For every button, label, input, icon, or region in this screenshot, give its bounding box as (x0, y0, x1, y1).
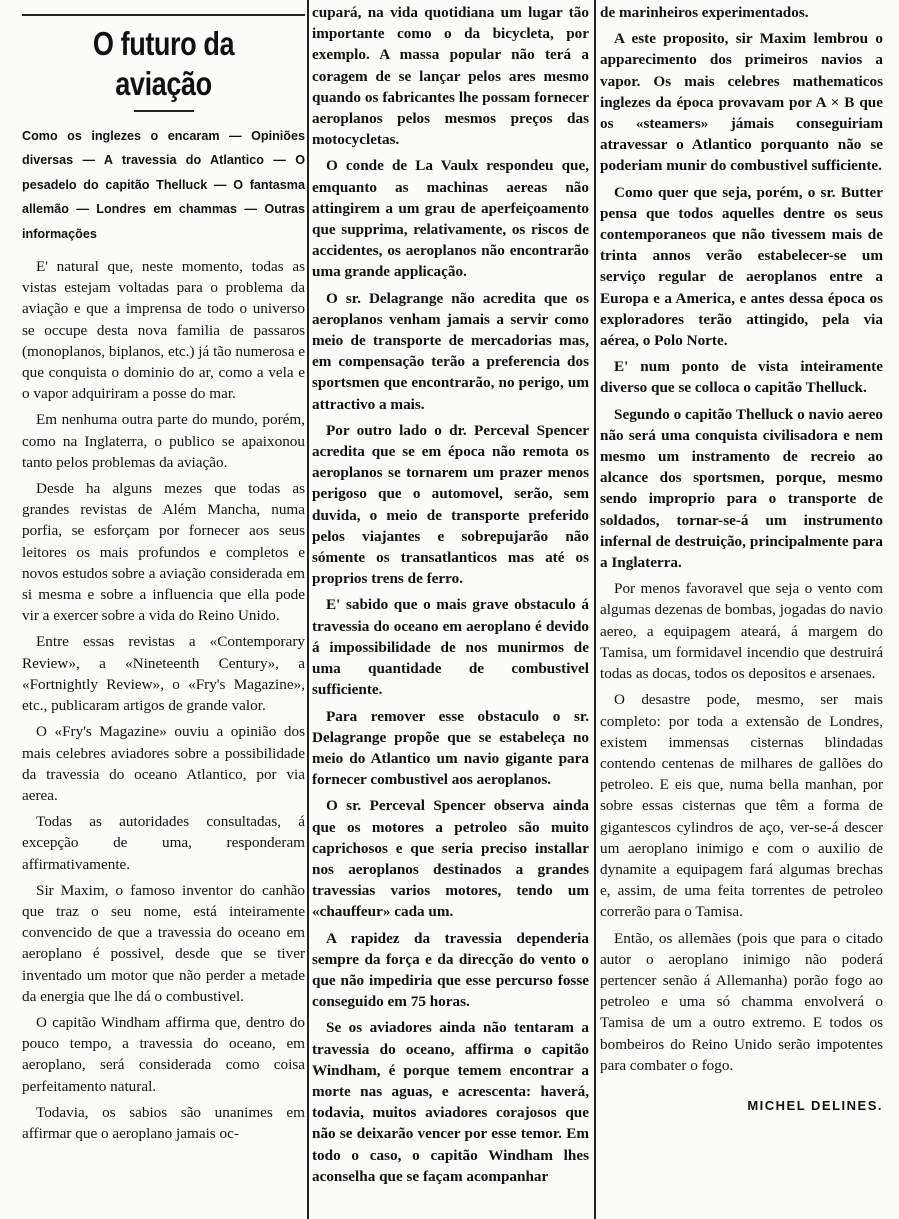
paragraph: de marinheiros experimentados. (600, 4, 809, 21)
paragraph: Sir Maxim, o famoso inventor do canhão que traz o seu nome, está inteiramente convencido de que a travessia do oceano em aeroplano é possivel, desde que se tiver inventado um motor que não perder a metade da energia que lhe dá o combustivel. (22, 881, 305, 1005)
paragraph: cupará, na vida quotidiana um lugar tão importante como o da bicycleta, por exemplo. A massa popular não terá a coragem de se lançar pelos ares mesmo quando os fabricantes lhe possam fornecer aeroplanos pelos mesmos preços das motocycletas. (312, 4, 589, 149)
column-rule (307, 0, 309, 1219)
paragraph: Por menos favoravel que seja o vento com algumas dezenas de bombas, jogadas do navio aereo, a equipagem ateará, á margem do Tamisa, um formidavel incendio que destruirá todas as docas, todos os depositos e arsenaes. (600, 580, 883, 683)
paragraph: Desde ha alguns mezes que todas as grandes revistas de Além Mancha, numa porfia, se esforçam por fornecer aos seus leitores os mais profundos e completos e novos estudos sobre a aviação considerada em si mesma e sobre a influencia que ella pode vir a exercer sobre a vida do Reino Unido. (22, 480, 305, 625)
paragraph: Em nenhuma outra parte do mundo, porém, como na Inglaterra, o publico se apaixonou tanto pelos problemas da aviação. (22, 411, 305, 471)
paragraph: Todas as autoridades consultadas, á excepção de uma, responderam affirmativamente. (22, 813, 305, 873)
paragraph: O sr. Perceval Spencer observa ainda que os motores a petroleo são muito caprichosos e que seria preciso installar nos aeroplanos destinados a grandes travessias varios motores, tendo um «chauffeur» cada um. (312, 797, 589, 921)
paragraph: Entre essas revistas a «Contemporary Review», a «Nineteenth Century», a «Fortnightly Review», o «Fry's Magazine», etc., publicaram artigos de grande valor. (22, 633, 305, 715)
paragraph: Então, os allemães (pois que para o citado autor o aeroplano inimigo não poderá pertencer senão á Allemanha) porão fogo ao petroleo e uma só chamma envolverá o Tamisa de um a outro extremo. E todos os bombeiros do Reino Unido serão impotentes para combater o fogo. (600, 929, 883, 1074)
headline-box (22, 14, 305, 246)
paragraph: Para remover esse obstaculo o sr. Delagrange propõe que se estabeleça no meio do Atlantico um navio gigante para fornecer combustivel aos aeroplanos. (312, 707, 589, 789)
paragraph: O desastre pode, mesmo, ser mais completo: por toda a extensão de Londres, existem immensas cisternas blindadas contendo centenas de milhares de gallões do petroleo. E eis que, numa bella manhan, por sobre essas cisternas que têm a forma de gigantescos cylindros de aço, ver-se-á descer um aeroplano inimigo e com o auxilio de dynamite a equipagem fará algumas brechas e, assim, de uma feita torrentes de petroleo correrão para o Tamisa. (600, 691, 883, 921)
column-2 (312, 2, 589, 1211)
paragraph: Como quer que seja, porém, o sr. Butter pensa que todos aquelles dentre os seus contemporaneos que não tivessem mais de trinta annos verão estabelecer-se um serviço regular de aeroplanos entre a Europa e a America, e antes dessa época os exploradores terão attingido, pela via aérea, o Polo Norte. (600, 183, 883, 350)
column-3 (600, 2, 883, 1211)
paragraph: O conde de La Vaulx respondeu que, emquanto as machinas aereas não attingirem a um grau de aperfeiçoamento que supprima, relativamente, os riscos de accidentes, os aeroplanos não encontrarão uma grande applicação. (312, 157, 589, 281)
paragraph: Por outro lado o dr. Perceval Spencer acredita que se em época não remota os aeroplanos se tornarem um prazer menos perigoso que o automovel, serão, sem duvida, o meio de transporte preferido pelos viajantes e sobrepujarão não sómente os transatlanticos mas até os proprios trens de ferro. (312, 421, 589, 588)
paragraph: E' natural que, neste momento, todas as vistas estejam voltadas para o problema da aviação e que a imprensa de todo o universo se occupe desta nova familia de passaros (monoplanos, biplanos, etc.) já tão numerosa e que conquista o dominio do ar, como a vela e o vapor adquiriram a posse do mar. (22, 258, 305, 403)
paragraph: Se os aviadores ainda não tentaram a travessia do oceano, affirma o capitão Windham, é porque temem encontrar a morte nas aguas, e acrescenta: haverá, todavia, muitos aviadores corajosos que não se deixarão vencer por esse temor. Em todo o caso, o capitão Windham lhes aconselha que se façam acompanhar (312, 1019, 589, 1185)
article-subheading: Como os inglezes o encaram — Opiniões diversas — A travessia do Atlantico — O pesadelo do capitão Thelluck — O fantasma allemão — Londres em chammas — Outras informações (22, 129, 305, 241)
paragraph: E' num ponto de vista inteiramente diverso que se colloca o capitão Thelluck. (600, 358, 883, 397)
paragraph: O «Fry's Magazine» ouviu a opinião dos mais celebres aviadores sobre a possibilidade da travessia do oceano Atlantico, por via aerea. (22, 723, 305, 804)
article-title: O futuro da aviação (92, 25, 235, 102)
paragraph: E' sabido que o mais grave obstaculo á travessia do oceano em aeroplano é devido á impossibilidade de nos munirmos de uma quantidade de combustivel sufficiente. (312, 596, 589, 699)
author-signature: MICHEL DELINES. (747, 1097, 883, 1113)
paragraph: A rapidez da travessia dependeria sempre da força e da direcção do vento o que não impediria que esse percurso fosse conseguido em 75 horas. (312, 929, 589, 1011)
paragraph: O capitão Windham affirma que, dentro do pouco tempo, a travessia do oceano, em aeroplano, será considerada como coisa perfeitamento natural. (22, 1013, 305, 1095)
title-divider (134, 110, 194, 112)
paragraph: Segundo o capitão Thelluck o navio aereo não será uma conquista civilisadora e nem mesmo um instramento de recreio ao alcance dos sportsmen, porque, mesmo sendo improprio para o transporte de soldados, tornar-se-á um instrumento infernal de destruição, principalmente para a Inglaterra. (600, 405, 883, 572)
paragraph: Todavia, os sabios são unanimes em affirmar que o aeroplano jamais oc- (22, 1103, 305, 1142)
column-rule (594, 0, 596, 1219)
paragraph: A este proposito, sir Maxim lembrou o apparecimento dos primeiros navios a vapor. Os mais celebres mathematicos inglezes da época provavam por A × B que os «steamers» jámais conseguiriam atravessar o Atlantico porquanto não se poderiam munir do combustivel sufficiente. (600, 30, 883, 175)
column-1 (22, 2, 305, 1211)
paragraph: O sr. Delagrange não acredita que os aeroplanos venham jamais a servir como meio de transporte de mercadorias mas, em compensação terão a preferencia dos sportsmen que encontrarão, no perigo, um attractivo a mais. (312, 289, 589, 413)
